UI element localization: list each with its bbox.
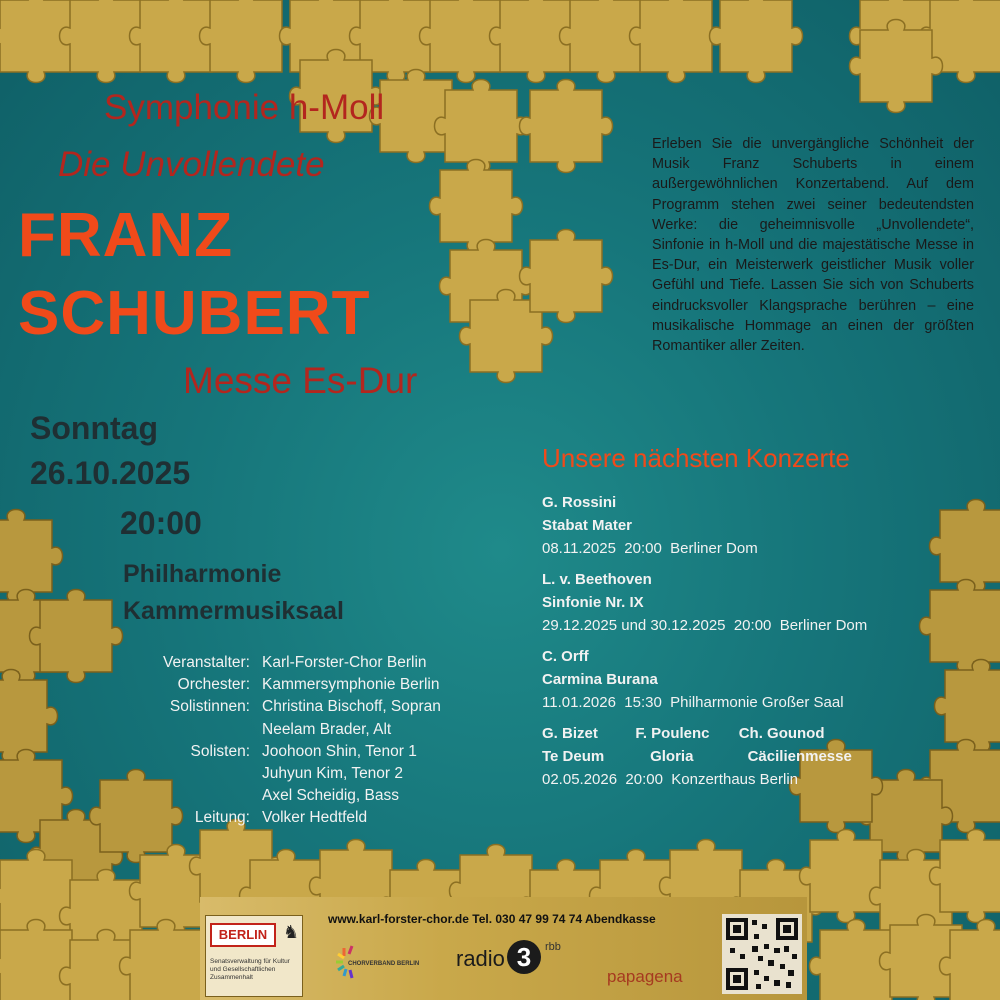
credit-value: Neelam Brader, Alt bbox=[262, 720, 392, 738]
second-work-title: Messe Es-Dur bbox=[183, 360, 418, 401]
credit-value: Juhyun Kim, Tenor 2 bbox=[262, 764, 404, 782]
rbb-label: rbb bbox=[545, 941, 561, 953]
concert-when: 29.12.2025 und 30.12.2025 20:00 Berliner Dom bbox=[542, 617, 868, 634]
composer-last-name: SCHUBERT bbox=[18, 279, 371, 348]
title-line-1: Symphonie h-Moll bbox=[104, 88, 385, 127]
credit-value: Christina Bischoff, Sopran bbox=[262, 698, 441, 716]
credits-list bbox=[120, 654, 441, 832]
concert-date: 26.10.2025 bbox=[30, 455, 191, 491]
papagena-label: papagena bbox=[607, 967, 683, 986]
venue-line-2: Kammermusiksaal bbox=[123, 597, 344, 625]
radio3-logo: 3 bbox=[507, 940, 541, 974]
concert-day: Sonntag bbox=[30, 410, 158, 446]
concert-work: Stabat Mater bbox=[542, 517, 633, 534]
berlin-bear-icon: ♞ bbox=[283, 922, 300, 942]
credit-value: Axel Scheidig, Bass bbox=[262, 787, 399, 805]
composer-first-name: FRANZ bbox=[18, 201, 234, 270]
venue-line-1: Philharmonie bbox=[123, 560, 282, 588]
concert-works: Te Deum Gloria Cäcilienmesse bbox=[542, 748, 852, 765]
intro-paragraph: Erleben Sie die unvergängliche Schönheit der Musik Franz Schuberts in einem außergewöhnlichen Konzertabend. Auf dem Programm stehen zwei seiner bedeutendsten Werke: die geheimnisvolle „Unvollendete“, Sinfonie in h-Moll und die majestätische Messe in Es-Dur, ein Meisterwerk geistlicher Musik voller Gefühl und Tiefe. Lassen Sie sich von Schuberts eindrucksvoller Klangsprache berühren – eine musikalische Hommage an einen der größten Romantiker aller Zeiten. bbox=[652, 136, 974, 355]
credit-value: Kammersymphonie Berlin bbox=[262, 676, 440, 694]
concert-composers: G. Bizet F. Poulenc Ch. Gounod bbox=[542, 725, 825, 742]
berlin-logo: BERLIN bbox=[210, 923, 276, 947]
credit-row bbox=[120, 698, 441, 720]
credit-key bbox=[120, 721, 262, 743]
credit-key: Solistinnen: bbox=[169, 698, 250, 716]
concert-composer: C. Orff bbox=[542, 648, 589, 665]
concert-work: Carmina Burana bbox=[542, 671, 658, 688]
credit-row bbox=[120, 676, 441, 698]
concert-composer: L. v. Beethoven bbox=[542, 571, 652, 588]
credit-row bbox=[120, 809, 441, 831]
credit-key bbox=[120, 787, 262, 809]
credit-key: Veranstalter: bbox=[162, 654, 250, 671]
credit-value: Joohoon Shin, Tenor 1 bbox=[262, 742, 417, 760]
credit-key: Orchester: bbox=[177, 676, 250, 694]
credit-value: Volker Hedtfeld bbox=[262, 809, 368, 827]
title-line-2: Die Unvollendete bbox=[58, 145, 325, 184]
credit-row bbox=[120, 787, 441, 809]
upcoming-concerts-heading: Unsere nächsten Konzerte bbox=[542, 443, 850, 473]
concert-composer: G. Rossini bbox=[542, 494, 617, 511]
concert-when: 11.01.2026 15:30 Philharmonie Großer Saal bbox=[542, 694, 844, 711]
credit-key: Solisten: bbox=[190, 742, 250, 760]
credit-row bbox=[120, 765, 441, 787]
credit-key: Leitung: bbox=[194, 809, 250, 827]
senate-label: Senatsverwaltung für Kultur und Gesellschaftlichen Zusammenhalt bbox=[210, 958, 290, 981]
credit-key bbox=[120, 765, 262, 787]
contact-line[interactable]: www.karl-forster-chor.de Tel. 030 47 99 74 74 Abendkasse bbox=[328, 912, 656, 926]
credit-row bbox=[120, 654, 441, 676]
credit-row bbox=[120, 743, 441, 765]
concert-work: Sinfonie Nr. IX bbox=[542, 594, 644, 611]
chorverband-label: CHORVERBAND BERLIN bbox=[348, 961, 420, 967]
credit-row bbox=[120, 721, 441, 743]
concert-time: 20:00 bbox=[120, 505, 202, 541]
qr-code-icon[interactable] bbox=[722, 914, 802, 994]
upcoming-concerts-list bbox=[542, 491, 867, 791]
concert-when: 02.05.2026 20:00 Konzerthaus Berlin bbox=[542, 771, 799, 788]
credit-value: Karl-Forster-Chor Berlin bbox=[262, 654, 427, 671]
concert-when: 08.11.2025 20:00 Berliner Dom bbox=[542, 540, 758, 557]
radio-label: radio bbox=[456, 946, 505, 971]
